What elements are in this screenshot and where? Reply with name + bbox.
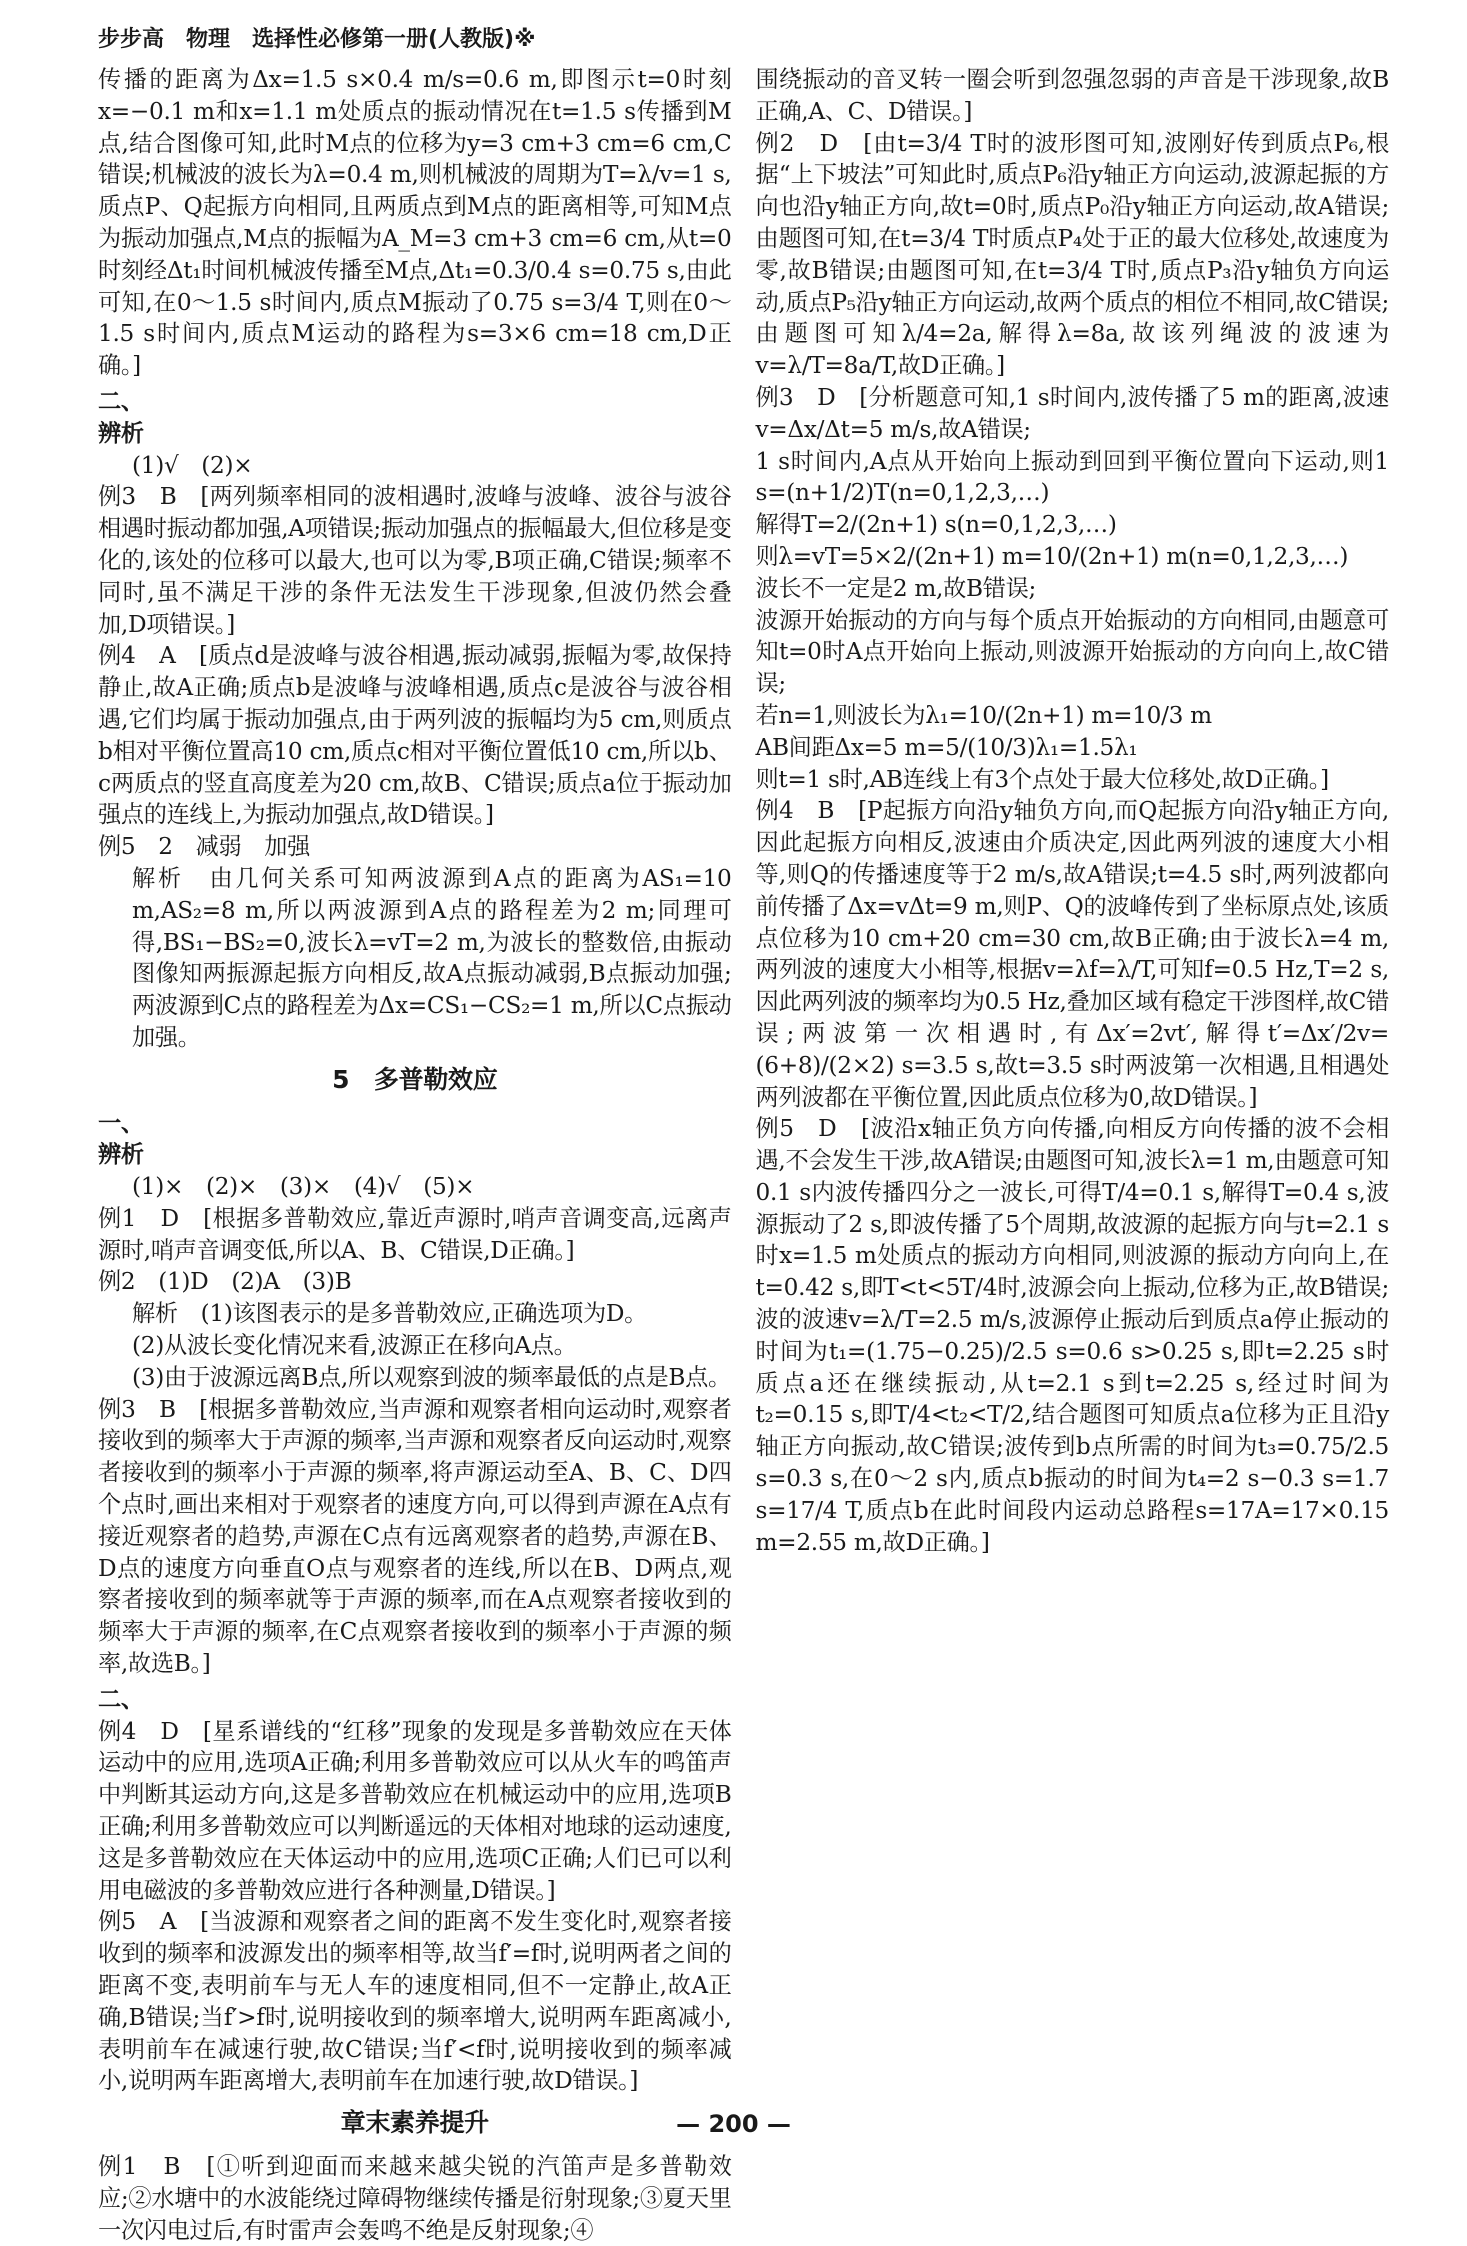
paragraph: (3)由于波源远离B点,所以观察到波的频率最低的点是B点。 <box>132 1363 731 1391</box>
section-heading: 辨析 <box>98 419 144 447</box>
running-header: 步步高 物理 选择性必修第一册(人教版)※ <box>98 27 536 52</box>
right-column <box>756 64 1390 2246</box>
section-heading: 辨析 <box>98 1141 144 1169</box>
paragraph: 例1 B [①听到迎面而来越来越尖锐的汽笛声是多普勒效应;②水塘中的水波能绕过障碍物继续传播是衍射现象;③夏天里一次闪电过后,有时雷声会轰鸣不绝是反射现象;④ <box>98 2153 732 2244</box>
paragraph: 例2 (1)D (2)A (3)B <box>98 1268 352 1296</box>
paragraph: 解得T=2/(2n+1) s(n=0,1,2,3,…) <box>755 511 1117 539</box>
paragraph: 传播的距离为Δx=1.5 s×0.4 m/s=0.6 m,即图示t=0时刻x=−0.1 m和x=1.1 m处质点的振动情况在t=1.5 s传播到M点,结合图像可知,此时M点的位移为y=3 cm+3 cm=6 cm,C错误;机械波的波长为λ=0.4 m,则机械波的周期为T=λ/v=1 s,质点P、Q起振方向相同,且两质点到M点的距离相等,可知M点为振动加强点,M点的振幅为A_M=3 cm+3 cm=6 cm,从t=0时刻经Δt₁时间机械波传播至M点,Δt₁=0.3/0.4 s=0.75 s,由此可知,在0～1.5 s时间内,质点M振动了0.75 s=3/4 T,则在0～1.5 s时间内,质点M运动的路程为s=3×6 cm=18 cm,D正确。] <box>98 66 732 380</box>
section-heading: 二、 <box>98 387 144 415</box>
section-heading: 一、 <box>98 1109 144 1137</box>
paragraph: 例5 D [波沿x轴正负方向传播,向相反方向传播的波不会相遇,不会发生干涉,故A错误;由题图可知,波长λ=1 m,由题意可知0.1 s内波传播四分之一波长,可得T/4=0.1 s,解得T=0.4 s,波源振动了2 s,即波传播了5个周期,故波源的起振方向与t=2.1 s时x=1.5 m处质点的振动方向相同,则波源的振动方向向上,在t=0.42 s,即T<t<5T/4时,波源会向上振动,位移为正,故B错误;波的波速v=λ/T=2.5 m/s,波源停止振动后到质点a停止振动的时间为t₁=(1.75−0.25)/2.5 s=0.6 s>0.25 s,即t=2.25 s时质点a还在继续振动,从t=2.1 s到t=2.25 s,经过时间为t₂=0.15 s,即T/4<t₂<T/2,结合题图可知质点a位移为正且沿y轴正方向振动,故C错误;波传到b点所需的时间为t₃=0.75/2.5 s=0.3 s,在0～2 s内,质点b振动的时间为t₄=2 s−0.3 s=1.7 s=17/4 T,质点b在此时间段内运动总路程s=17A=17×0.15 m=2.55 m,故D正确。] <box>755 1115 1389 1556</box>
paragraph: 例4 D [星系谱线的“红移”现象的发现是多普勒效应在天体运动中的应用,选项A正确;利用多普勒效应可以从火车的鸣笛声中判断其运动方向,这是多普勒效应在机械运动中的应用,选项B正确;利用多普勒效应可以判断遥远的天体相对地球的运动速度,这是多普勒效应在天体运动中的应用,选项C正确;人们已可以利用电磁波的多普勒效应进行各种测量,D错误。] <box>98 1717 732 1904</box>
paragraph: 例5 2 减弱 加强 <box>98 833 311 861</box>
paragraph: 波源开始振动的方向与每个质点开始振动的方向相同,由题意可知t=0时A点开始向上振动,则波源开始振动的方向向上,故C错误; <box>755 606 1389 698</box>
paragraph: 例4 B [P起振方向沿y轴负方向,而Q起振方向沿y轴正方向,因此起振方向相反,波速由介质决定,因此两列波的速度大小相等,则Q的传播速度等于2 m/s,故A错误;t=4.5 s时,两列波都向前传播了Δx=vΔt=9 m,则P、Q的波峰传到了坐标原点处,该质点位移为10 cm+20 cm=30 cm,故B正确;由于波长λ=4 m,两列波的速度大小相等,根据v=λf=λ/T,可知f=0.5 Hz,T=2 s,因此两列波的频率均为0.5 Hz,叠加区域有稳定干涉图样,故C错误;两波第一次相遇时,有Δx′=2vt′,解得t′=Δx′/2v=(6+8)/(2×2) s=3.5 s,故t=3.5 s时两波第一次相遇,且相遇处两列波都在平衡位置,因此质点位移为0,故D错误。] <box>755 797 1389 1111</box>
paragraph: 例5 A [当波源和观察者之间的距离不发生变化时,观察者接收到的频率和波源发出的频率相等,故当f′=f时,说明两者之间的距离不变,表明前车与无人车的速度相同,但不一定静止,故A正确,B错误;当f′>f时,说明接收到的频率增大,说明两车距离减小,表明前车在减速行驶,故C错误;当f′<f时,说明接收到的频率减小,说明两车距离增大,表明前车在加速行驶,故D错误。] <box>98 1908 732 2095</box>
paragraph: 波长不一定是2 m,故B错误; <box>755 574 1037 602</box>
section-heading: 二、 <box>98 1685 144 1713</box>
left-column <box>98 64 732 2246</box>
paragraph: 围绕振动的音叉转一圈会听到忽强忽弱的声音是干涉现象,故B正确,A、C、D错误。] <box>755 66 1389 125</box>
paragraph: 若n=1,则波长为λ₁=10/(2n+1) m=10/3 m <box>755 701 1212 729</box>
paragraph: AB间距Δx=5 m=5/(10/3)λ₁=1.5λ₁ <box>755 733 1138 761</box>
text-columns <box>98 64 1389 2246</box>
paragraph: 1 s时间内,A点从开始向上振动到回到平衡位置向下运动,则1 s=(n+1/2)T(n=0,1,2,3,…) <box>755 447 1389 507</box>
paragraph: (1)× (2)× (3)× (4)√ (5)× <box>132 1173 475 1201</box>
paragraph: 解析 (1)该图表示的是多普勒效应,正确选项为D。 <box>132 1300 648 1328</box>
paragraph: 例2 D [由t=3/4 T时的波形图可知,波刚好传到质点P₆,根据“上下坡法”可知此时,质点P₆沿y轴正方向运动,波源起振的方向也沿y轴正方向,故t=0时,质点P₀沿y轴正方向运动,故A错误;由题图可知,在t=3/4 T时质点P₄处于正的最大位移处,故速度为零,故B错误;由题图可知,在t=3/4 T时,质点P₃沿y轴负方向运动,质点P₅沿y轴正方向运动,故两个质点的相位不相同,故C错误;由题图可知λ/4=2a,解得λ=8a,故该列绳波的波速为v=λ/T=8a/T,故D正确。] <box>755 129 1389 380</box>
paragraph: 例3 B [根据多普勒效应,当声源和观察者相向运动时,观察者接收到的频率大于声源的频率,当声源和观察者反向运动时,观察者接收到的频率小于声源的频率,将声源运动至A、B、C、D四个点时,画出来相对于观察者的速度方向,可以得到声源在A点有接近观察者的趋势,声源在C点有远离观察者的趋势,声源在B、D点的速度方向垂直O点与观察者的连线,所以在B、D两点,观察者接收到的频率就等于声源的频率,而在A点观察者接收到的频率大于声源的频率,在C点观察者接收到的频率小于声源的频率,故选B。] <box>98 1395 732 1678</box>
paragraph: (1)√ (2)× <box>132 451 253 479</box>
paragraph: 则λ=vT=5×2/(2n+1) m=10/(2n+1) m(n=0,1,2,3,…) <box>755 542 1349 570</box>
paragraph: 例3 B [两列频率相同的波相遇时,波峰与波峰、波谷与波谷相遇时振动都加强,A项错误;振动加强点的振幅最大,但位移是变化的,该处的位移可以最大,也可以为零,B项正确,C错误;频率不同时,虽不满足干涉的条件无法发生干涉现象,但波仍然会叠加,D项错误。] <box>98 483 732 638</box>
page-number: — 200 — <box>676 2110 791 2138</box>
chapter-title: 5 多普勒效应 <box>332 1064 498 1094</box>
chapter-title: 章末素养提升 <box>340 2108 489 2138</box>
paragraph: 例4 A [质点d是波峰与波谷相遇,振动减弱,振幅为零,故保持静止,故A正确;质点b是波峰与波峰相遇,质点c是波谷与波谷相遇,它们均属于振动加强点,由于两列波的振幅均为5 cm,则质点b相对平衡位置高10 cm,质点c相对平衡位置低10 cm,所以b、c两质点的竖直高度差为20 cm,故B、C错误;质点a位于振动加强点的连线上,为振动加强点,故D错误。] <box>98 642 732 829</box>
paragraph: 则t=1 s时,AB连线上有3个点处于最大位移处,故D正确。] <box>755 765 1329 793</box>
paragraph: 例3 D [分析题意可知,1 s时间内,波传播了5 m的距离,波速v=Δx/Δt=5 m/s,故A错误; <box>755 383 1389 443</box>
paragraph: 例1 D [根据多普勒效应,靠近声源时,哨声音调变高,远离声源时,哨声音调变低,所以A、B、C错误,D正确。] <box>98 1204 732 1264</box>
paragraph: 解析 由几何关系可知两波源到A点的距离为AS₁=10 m,AS₂=8 m,所以两波源到A点的路程差为2 m;同理可得,BS₁−BS₂=0,波长λ=vT=2 m,为波长的整数倍,由振动图像知两振源起振方向相反,故A点振动减弱,B点振动加强;两波源到C点的路程差为Δx=CS₁−CS₂=1 m,所以C点振动加强。 <box>132 864 732 1051</box>
paragraph: (2)从波长变化情况来看,波源正在移向A点。 <box>132 1332 577 1360</box>
